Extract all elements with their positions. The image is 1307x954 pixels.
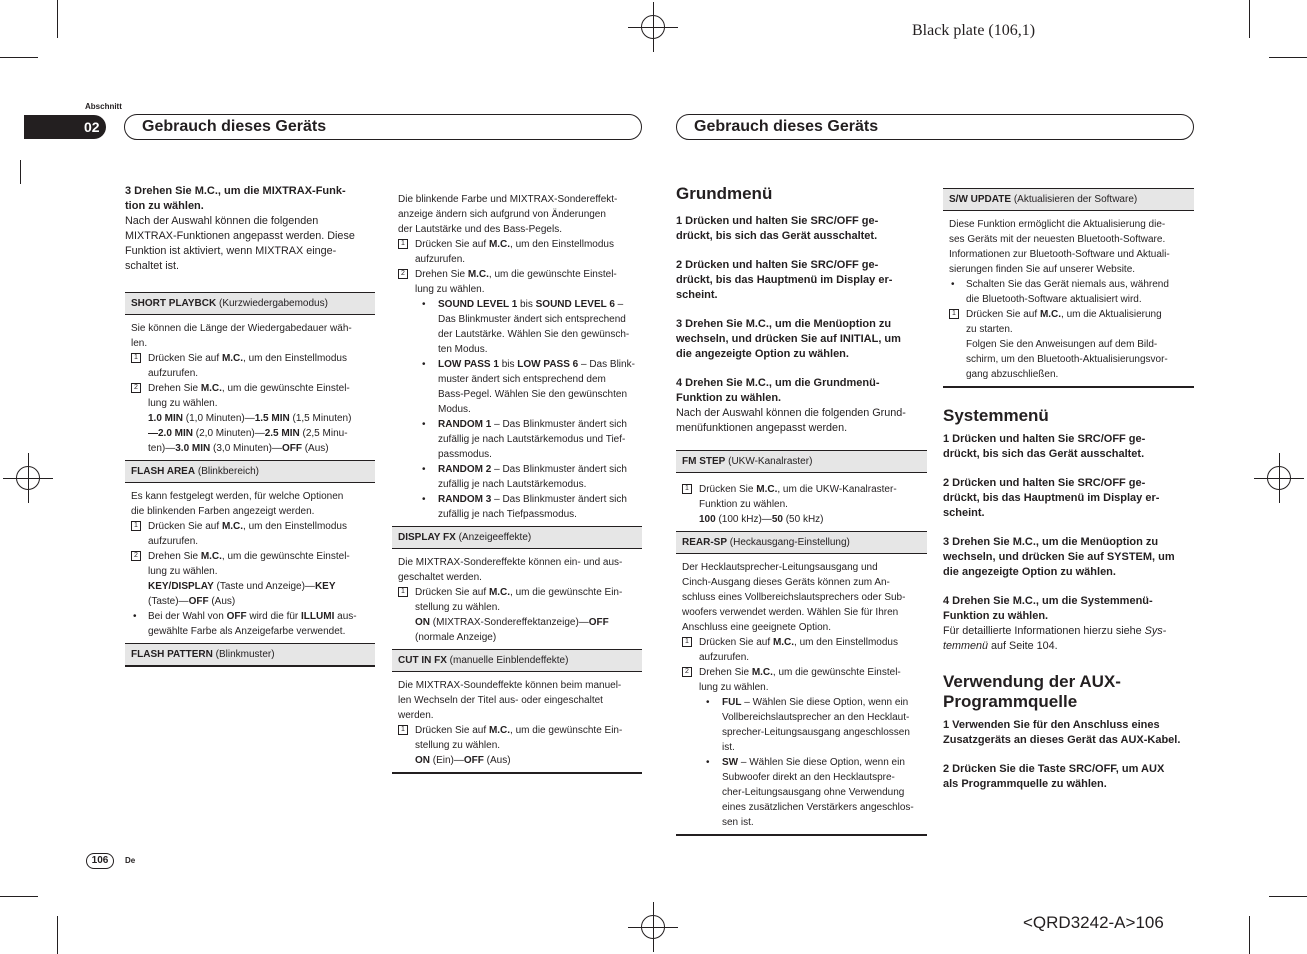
list-item: • FUL – Wählen Sie diese Option, wenn ein Vollbereichslautsprecher an den Hecklaut- sprecher-Leitungsausgang angeschlossen ist. bbox=[682, 695, 921, 755]
list-item: 2 Drehen Sie M.C., um die gewünschte Einstel- lung zu wählen. bbox=[682, 665, 921, 695]
list-item: • Schalten Sie das Gerät niemals aus, während die Bluetooth-Software aktualisiert wird. bbox=[949, 277, 1188, 307]
registration-mark bbox=[16, 466, 40, 490]
list-item: 1 Drücken Sie auf M.C., um die Aktualisierung zu starten. Folgen Sie den Anweisungen auf dem Bild- schirm, um den Bluetooth-Aktualisierungsvor- gang abzuschließen. bbox=[949, 307, 1188, 382]
step-heading: drückt, bis sich das Gerät ausschaltet. bbox=[676, 230, 878, 242]
step-heading: die angezeigte Option zu wählen. bbox=[676, 348, 849, 360]
paragraph: Nach der Auswahl können die folgenden bbox=[125, 215, 319, 227]
step-heading: tion zu wählen. bbox=[125, 200, 204, 212]
step-heading: Funktion zu wählen. bbox=[943, 610, 1049, 622]
step-heading: die angezeigte Option zu wählen. bbox=[943, 566, 1116, 578]
table-body: Die blinkende Farbe und MIXTRAX-Sondereffekt- anzeige ändern sich aufgrund von Änderungen der Lautstärke und des Bass-Pegels. 1 Drücken Sie auf M.C., um den Einstellmodus aufzurufen. 2 Drehen Sie M.C., um die gewünschte Einstel- lung zu wählen. • SOUND LEVEL 1 bis SOUND LEVEL 6 – Das Blinkmuster ändert sich entsprechend der Lautstärke. Wählen Sie den gewünsch- ten Modus. • LOW PASS 1 bis LOW PASS 6 – Das Blink- muster ändert sich entsprechend dem Bass-Pegel. Wählen Sie den gewünschten Modus. • RANDOM 1 – Das Blinkmuster ändert sich zufällig je nach Lautstärkemodus und Tief- passmodus. • RANDOM 2 – Das Blinkmuster ändert sich zufällig je nach Lautstärkemodus. • RANDOM 3 – Das Blinkmuster ändert sich zufällig je nach Tiefpassmodus. bbox=[392, 188, 642, 526]
step-heading: wechseln, und drücken Sie auf SYSTEM, um bbox=[943, 551, 1175, 563]
table-body: Der Hecklautsprecher-Leitungsausgang und Cinch-Ausgang dieses Geräts können zum An- schluss eines Vollbereichslautsprechers oder Sub- woofers verwendet werden. Wählen Sie für Ihren Anschluss eine geeignete Option. 1 Drücken Sie auf M.C., um den Einstellmodus aufzurufen. 2 Drehen Sie M.C., um die gewünschte Einstel- lung zu wählen. • FUL – Wählen Sie diese Option, wenn ein Vollbereichslautsprecher an den Hecklaut- sprecher-Leitungsausgang angeschlossen ist. • SW – Wählen Sie diese Option, wenn ein Subwoofer direkt an den Hecklautspre- cher-Leitungsausgang ohne Verwendung eines zusätzlichen Verstärkers angeschlos- sen ist. bbox=[676, 554, 927, 836]
list-item: 1 Drücken Sie auf M.C., um den Einstellmodus aufzurufen. bbox=[131, 351, 369, 381]
step-heading: 4 Drehen Sie M.C., um die Systemmenü- bbox=[943, 595, 1153, 607]
plate-label: Black plate (106,1) bbox=[912, 22, 1036, 39]
list-item: • RANDOM 1 – Das Blinkmuster ändert sich zufällig je nach Lautstärkemodus und Tief- passmodus. bbox=[398, 417, 636, 462]
list-item: 1 Drücken Sie auf M.C., um den Einstellmodus aufzurufen. bbox=[682, 635, 921, 665]
step-heading: scheint. bbox=[943, 507, 985, 519]
table-header-flash-pattern: FLASH PATTERN (Blinkmuster) bbox=[125, 643, 375, 667]
table-header-rear-sp: REAR-SP (Heckausgang-Einstellung) bbox=[676, 531, 927, 554]
step-heading: 2 Drücken und halten Sie SRC/OFF ge- bbox=[943, 477, 1146, 489]
section-title-systemmenu: Systemmenü bbox=[943, 406, 1049, 425]
table-body: Die MIXTRAX-Soundeffekte können beim manuel- len Wechseln der Titel aus- oder eingeschaltet werden. 1 Drücken Sie auf M.C., um die gewünschte Ein- stellung zu wählen. ON (Ein)—OFF (Aus) bbox=[392, 672, 642, 774]
step-heading: 3 Drehen Sie M.C., um die Menüoption zu bbox=[676, 318, 892, 330]
section-label: Abschnitt bbox=[85, 102, 122, 111]
paragraph: Nach der Auswahl können die folgenden Grund- bbox=[676, 407, 906, 419]
section-title-aux: Verwendung der AUX- bbox=[943, 672, 1121, 691]
step-heading: Funktion zu wählen. bbox=[676, 392, 782, 404]
crop-mark bbox=[0, 896, 38, 897]
list-item: 2 Drehen Sie M.C., um die gewünschte Einstel- lung zu wählen. KEY/DISPLAY (Taste und Anzeige)—KEY (Taste)—OFF (Aus) bbox=[131, 549, 369, 609]
list-item: 1 Drücken Sie auf M.C., um die gewünschte Ein- stellung zu wählen. ON (MIXTRAX-Sondereffektanzeige)—OFF (normale Anzeige) bbox=[398, 585, 636, 645]
step-heading: 2 Drücken und halten Sie SRC/OFF ge- bbox=[676, 259, 879, 271]
crop-mark bbox=[0, 57, 38, 58]
section-title-grundmenu: Grundmenü bbox=[676, 184, 773, 203]
table-header-short-playback: SHORT PLAYBCK (Kurzwiedergabemodus) bbox=[125, 292, 375, 315]
table-header-sw-update: S/W UPDATE (Aktualisieren der Software) bbox=[943, 188, 1194, 211]
column-1 bbox=[125, 184, 375, 667]
crop-mark bbox=[57, 916, 58, 954]
list-item: 2 Drehen Sie M.C., um die gewünschte Einstel- lung zu wählen. 1.0 MIN (1,0 Minuten)—1.5 MIN (1,5 Minuten) —2.0 MIN (2,0 Minuten)—2.5 MIN (2,5 Minu- ten)—3.0 MIN (3,0 Minuten)—OFF (Aus) bbox=[131, 381, 369, 456]
table-body: Diese Funktion ermöglicht die Aktualisierung die- ses Geräts mit der neuesten Bluetooth-Software. Informationen zur Bluetooth-Software und Aktuali- sierungen finden Sie auf unserer Website. • Schalten Sie das Gerät niemals aus, während die Bluetooth-Software aktualisiert wird. 1 Drücken Sie auf M.C., um die Aktualisierung zu starten. Folgen Sie den Anweisungen auf dem Bild- schirm, um den Bluetooth-Aktualisierungsvor- gang abzuschließen. bbox=[943, 211, 1194, 388]
language-code: De bbox=[125, 856, 136, 865]
paragraph: Für detaillierte Informationen hierzu siehe Sys- bbox=[943, 625, 1167, 637]
crop-mark bbox=[1269, 57, 1307, 58]
step-heading: scheint. bbox=[676, 289, 718, 301]
table-body: Es kann festgelegt werden, für welche Optionen die blinkenden Farben angezeigt werden. 1 Drücken Sie auf M.C., um den Einstellmodus aufzurufen. 2 Drehen Sie M.C., um die gewünschte Einstel- lung zu wählen. KEY/DISPLAY (Taste und Anzeige)—KEY (Taste)—OFF (Aus) • Bei der Wahl von OFF wird die für ILLUMI aus- gewählte Farbe als Anzeigefarbe verwendet. bbox=[125, 483, 375, 643]
step-heading: drückt, bis sich das Gerät ausschaltet. bbox=[943, 448, 1145, 460]
step-heading: als Programmquelle zu wählen. bbox=[943, 778, 1107, 790]
header-left: Gebrauch dieses Geräts bbox=[124, 114, 642, 140]
step-heading: 1 Drücken und halten Sie SRC/OFF ge- bbox=[676, 215, 879, 227]
list-item: • RANDOM 3 – Das Blinkmuster ändert sich zufällig je nach Tiefpassmodus. bbox=[398, 492, 636, 522]
list-item: • SW – Wählen Sie diese Option, wenn ein Subwoofer direkt an den Hecklautspre- cher-Leitungsausgang ohne Verwendung eines zusätzlichen Verstärkers angeschlos- sen ist. bbox=[682, 755, 921, 830]
table-header-display-fx: DISPLAY FX (Anzeigeeffekte) bbox=[392, 526, 642, 549]
list-item: • RANDOM 2 – Das Blinkmuster ändert sich zufällig je nach Lautstärkemodus. bbox=[398, 462, 636, 492]
table-header-cut-in-fx: CUT IN FX (manuelle Einblendeffekte) bbox=[392, 649, 642, 672]
step-heading: 1 Verwenden Sie für den Anschluss eines bbox=[943, 719, 1160, 731]
header-right: Gebrauch dieses Geräts bbox=[676, 114, 1194, 140]
list-item: • Bei der Wahl von OFF wird die für ILLUMI aus- gewählte Farbe als Anzeigefarbe verwendet. bbox=[131, 609, 369, 639]
table-body bbox=[676, 473, 927, 531]
list-item: • SOUND LEVEL 1 bis SOUND LEVEL 6 – Das Blinkmuster ändert sich entsprechend der Lautstärke. Wählen Sie den gewünsch- ten Modus. bbox=[398, 297, 636, 357]
paragraph: temmenü auf Seite 104. bbox=[943, 640, 1058, 652]
crop-mark bbox=[57, 0, 58, 38]
table-header-flash-area: FLASH AREA (Blinkbereich) bbox=[125, 460, 375, 483]
column-2 bbox=[392, 188, 642, 774]
crop-mark bbox=[1269, 896, 1307, 897]
step-heading: 4 Drehen Sie M.C., um die Grundmenü- bbox=[676, 377, 880, 389]
list-item: 2 Drehen Sie M.C., um die gewünschte Einstel- lung zu wählen. bbox=[398, 267, 636, 297]
step-heading: 3 Drehen Sie M.C., um die MIXTRAX-Funk- bbox=[125, 185, 346, 197]
step-heading: drückt, bis das Hauptmenü im Display er- bbox=[943, 492, 1160, 504]
page-number: 106 bbox=[86, 853, 114, 869]
section-title-aux: Programmquelle bbox=[943, 692, 1078, 711]
crop-mark bbox=[1249, 916, 1250, 954]
step-heading: 1 Drücken und halten Sie SRC/OFF ge- bbox=[943, 433, 1146, 445]
list-item: • LOW PASS 1 bis LOW PASS 6 – Das Blink- muster ändert sich entsprechend dem Bass-Pegel. Wählen Sie den gewünschten Modus. bbox=[398, 357, 636, 417]
step-heading: 3 Drehen Sie M.C., um die Menüoption zu bbox=[943, 536, 1159, 548]
paragraph: MIXTRAX-Funktionen angepasst werden. Diese bbox=[125, 230, 355, 242]
paragraph: menüfunktionen angepasst werden. bbox=[676, 422, 848, 434]
step-heading: 2 Drücken Sie die Taste SRC/OFF, um AUX bbox=[943, 763, 1165, 775]
list-item: 1 Drücken Sie auf M.C., um die gewünschte Ein- stellung zu wählen. ON (Ein)—OFF (Aus) bbox=[398, 723, 636, 768]
registration-mark bbox=[641, 15, 665, 39]
step-heading: drückt, bis das Hauptmenü im Display er- bbox=[676, 274, 893, 286]
list-item: 1 Drücken Sie M.C., um die UKW-Kanalraster- Funktion zu wählen. 100 (100 kHz)—50 (50 kHz) bbox=[682, 482, 921, 527]
paragraph: schaltet ist. bbox=[125, 260, 180, 272]
table-body: Sie können die Länge der Wiedergabedauer wäh- len. 1 Drücken Sie auf M.C., um den Einstellmodus aufzurufen. 2 Drehen Sie M.C., um die gewünschte Einstel- lung zu wählen. 1.0 MIN (1,0 Minuten)—1.5 MIN (1,5 Minuten) —2.0 MIN (2,0 Minuten)—2.5 MIN (2,5 Minu- ten)—3.0 MIN (3,0 Minuten)—OFF (Aus) bbox=[125, 315, 375, 460]
crop-mark bbox=[20, 160, 21, 184]
registration-mark bbox=[1267, 466, 1291, 490]
table-header-fm-step: FM STEP (UKW-Kanalraster) bbox=[676, 450, 927, 473]
column-4 bbox=[943, 188, 1194, 792]
section-number-badge: 02 bbox=[24, 115, 106, 139]
list-item: 1 Drücken Sie auf M.C., um den Einstellmodus aufzurufen. bbox=[131, 519, 369, 549]
step-heading: wechseln, und drücken Sie auf INITIAL, um bbox=[676, 333, 901, 345]
table-body: Die MIXTRAX-Sondereffekte können ein- und aus- geschaltet werden. 1 Drücken Sie auf M.C., um die gewünschte Ein- stellung zu wählen. ON (MIXTRAX-Sondereffektanzeige)—OFF (normale Anzeige) bbox=[392, 549, 642, 649]
paragraph: Funktion ist aktiviert, wenn MIXTRAX einge- bbox=[125, 245, 337, 257]
list-item: 1 Drücken Sie auf M.C., um den Einstellmodus aufzurufen. bbox=[398, 237, 636, 267]
step-heading: Zusatzgeräts an dieses Gerät das AUX-Kabel. bbox=[943, 734, 1181, 746]
column-3 bbox=[676, 184, 927, 836]
registration-mark bbox=[641, 915, 665, 939]
document-code: <QRD3242-A>106 bbox=[1023, 913, 1164, 932]
crop-mark bbox=[1249, 0, 1250, 38]
